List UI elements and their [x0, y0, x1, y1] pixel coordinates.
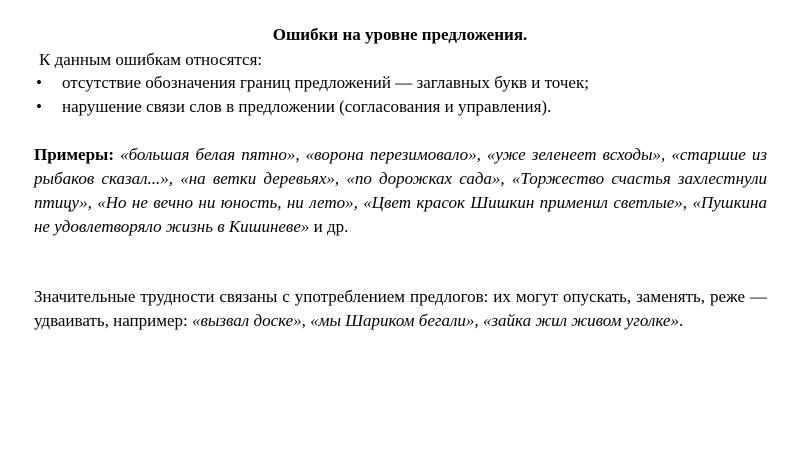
bullet-icon: • — [36, 73, 42, 92]
prepositions-paragraph — [34, 285, 767, 333]
list-item — [36, 95, 589, 119]
prepositions-examples: «вызвал доске», «мы Шариком бегали», «зайка жил живом уголке» — [192, 311, 679, 330]
error-list — [36, 71, 589, 119]
intro-text: К данным ошибкам относятся: — [39, 50, 263, 69]
bullet-icon: • — [36, 97, 42, 116]
slide-title: Ошибки на уровне предложения. — [272, 25, 528, 44]
list-item — [36, 71, 589, 95]
prepositions-tail: . — [678, 311, 684, 330]
examples-paragraph — [34, 143, 767, 239]
prepositions-text: Значительные трудности связаны с употреблением предлогов: их могут опускать, заменять, реже — удваивать, например: — [34, 287, 767, 330]
examples-text: «большая белая пятно», «ворона перезимовало», «уже зеленеет всходы», «старшие из рыбаков сказал...», «на ветки деревьях», «по дорожках сада», «Торжество счастья захлестнули птицу», «Но не вечно ни юность, ни лето», «Цвет красок Шишкин применил светлые», «Пушкина не удовлетворяло жизнь в Кишиневе» — [34, 145, 768, 236]
examples-tail: и др. — [309, 217, 349, 236]
list-item-text: нарушение связи слов в предложении (согласования и управления). — [62, 97, 552, 116]
list-item-text: отсутствие обозначения границ предложений — заглавных букв и точек; — [62, 73, 589, 92]
examples-label: Примеры: — [34, 145, 114, 164]
